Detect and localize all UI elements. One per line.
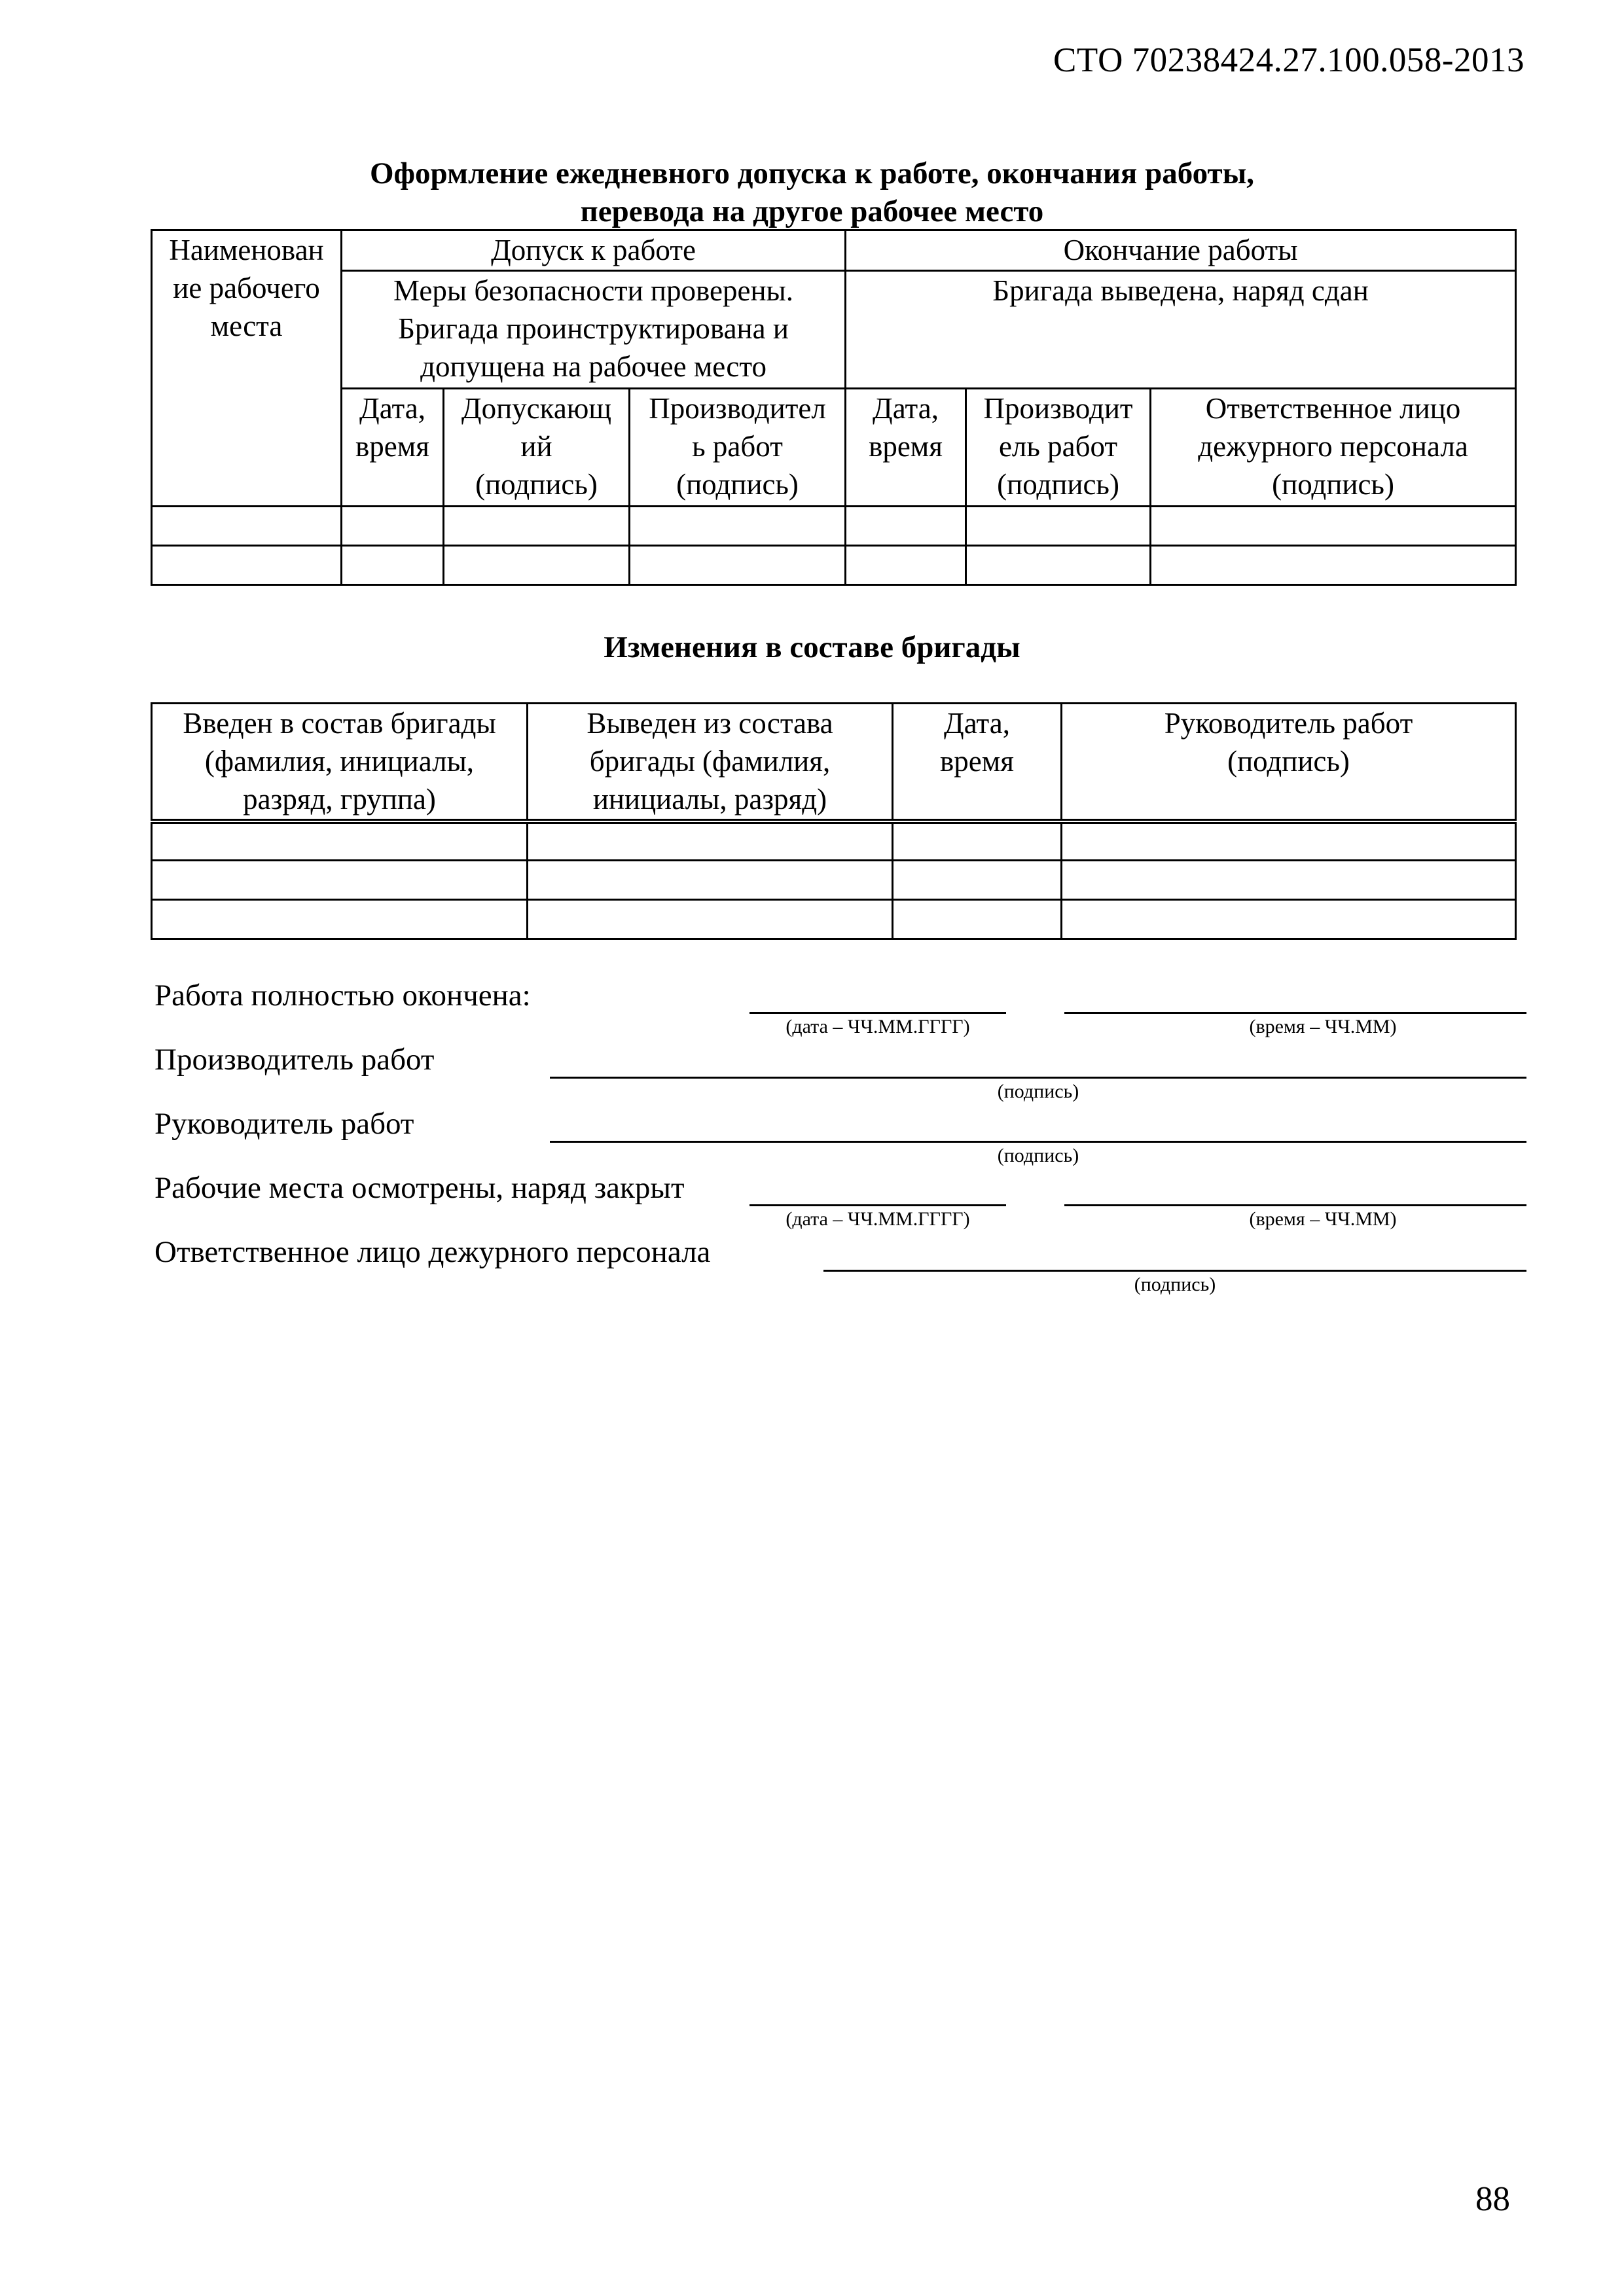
header-added-member: Введен в состав бригады (фамилия, инициалы, разряд, группа) bbox=[152, 704, 528, 821]
manager-signature-hint: (подпись) bbox=[997, 1145, 1079, 1166]
table-cell[interactable] bbox=[342, 507, 444, 546]
header-admitter: Допускающ ий (подпись) bbox=[444, 389, 630, 507]
foreman-label: Производитель работ bbox=[154, 1043, 435, 1077]
table-cell[interactable] bbox=[1062, 821, 1516, 861]
header-removed-member: Выведен из состава бригады (фамилия, инициалы, разряд) bbox=[528, 704, 893, 821]
header-end-group: Окончание работы bbox=[846, 230, 1516, 271]
table-cell[interactable] bbox=[152, 900, 528, 939]
end-note: Бригада выведена, наряд сдан bbox=[846, 271, 1516, 389]
finish-date-line[interactable] bbox=[749, 1012, 1006, 1014]
table-cell[interactable] bbox=[893, 821, 1062, 861]
header-admission-foreman: Производител ь работ (подпись) bbox=[630, 389, 846, 507]
header-workplace-name: Наименован ие рабочего места bbox=[152, 230, 342, 507]
table-cell[interactable] bbox=[966, 546, 1151, 585]
closed-date-hint: (дата – ЧЧ.ММ.ГГГГ) bbox=[785, 1208, 970, 1230]
closed-date-line[interactable] bbox=[749, 1204, 1006, 1206]
manager-signature-line[interactable] bbox=[550, 1141, 1526, 1143]
table-cell[interactable] bbox=[1151, 507, 1516, 546]
table-cell[interactable] bbox=[444, 507, 630, 546]
table-row bbox=[152, 546, 1516, 585]
finish-time-line[interactable] bbox=[1064, 1012, 1526, 1014]
header-work-manager: Руководитель работ (подпись) bbox=[1062, 704, 1516, 821]
admission-table bbox=[151, 229, 1517, 586]
header-change-date-time: Дата, время bbox=[893, 704, 1062, 821]
duty-person-signature-line[interactable] bbox=[823, 1270, 1526, 1272]
table-cell[interactable] bbox=[1062, 900, 1516, 939]
header-duty-person: Ответственное лицо дежурного персонала (подпись) bbox=[1151, 389, 1516, 507]
header-end-foreman: Производит ель работ (подпись) bbox=[966, 389, 1151, 507]
header-admission-date-time: Дата, время bbox=[342, 389, 444, 507]
table-cell[interactable] bbox=[444, 546, 630, 585]
duty-person-label: Ответственное лицо дежурного персонала bbox=[154, 1235, 711, 1269]
table-cell[interactable] bbox=[528, 821, 893, 861]
table-cell[interactable] bbox=[152, 821, 528, 861]
manager-label: Руководитель работ bbox=[154, 1107, 414, 1141]
table-cell[interactable] bbox=[528, 861, 893, 900]
document-code: СТО 70238424.27.100.058-2013 bbox=[1053, 41, 1525, 79]
brigade-changes-table bbox=[151, 702, 1517, 940]
table-cell[interactable] bbox=[1062, 861, 1516, 900]
table-cell[interactable] bbox=[893, 900, 1062, 939]
table-cell[interactable] bbox=[152, 861, 528, 900]
table-cell[interactable] bbox=[966, 507, 1151, 546]
finish-time-hint: (время – ЧЧ.ММ) bbox=[1249, 1016, 1397, 1037]
work-finished-label: Работа полностью окончена: bbox=[154, 978, 531, 1013]
table-cell[interactable] bbox=[846, 546, 966, 585]
closed-label: Рабочие места осмотрены, наряд закрыт bbox=[154, 1171, 685, 1205]
table-cell[interactable] bbox=[528, 900, 893, 939]
table-cell[interactable] bbox=[342, 546, 444, 585]
table-row bbox=[152, 507, 1516, 546]
admission-note: Меры безопасности проверены. Бригада проинструктирована и допущена на рабочее место bbox=[342, 271, 846, 389]
table-row bbox=[152, 900, 1516, 939]
table-cell[interactable] bbox=[152, 507, 342, 546]
table-cell[interactable] bbox=[630, 546, 846, 585]
header-end-date-time: Дата, время bbox=[846, 389, 966, 507]
section1-title-line1: Оформление ежедневного допуска к работе, окончания работы, bbox=[369, 156, 1255, 190]
foreman-signature-line[interactable] bbox=[550, 1077, 1526, 1079]
table-cell[interactable] bbox=[893, 861, 1062, 900]
closed-time-hint: (время – ЧЧ.ММ) bbox=[1249, 1208, 1397, 1230]
page-number: 88 bbox=[1475, 2180, 1510, 2218]
foreman-signature-hint: (подпись) bbox=[997, 1081, 1079, 1102]
section2-title: Изменения в составе бригады bbox=[604, 630, 1020, 664]
section1-title-line2: перевода на другое рабочее место bbox=[580, 194, 1044, 228]
header-admission-group: Допуск к работе bbox=[342, 230, 846, 271]
duty-person-signature-hint: (подпись) bbox=[1134, 1274, 1216, 1295]
closed-time-line[interactable] bbox=[1064, 1204, 1526, 1206]
table-cell[interactable] bbox=[152, 546, 342, 585]
table-row bbox=[152, 821, 1516, 861]
table-row bbox=[152, 861, 1516, 900]
table-cell[interactable] bbox=[846, 507, 966, 546]
finish-date-hint: (дата – ЧЧ.ММ.ГГГГ) bbox=[785, 1016, 970, 1037]
table-cell[interactable] bbox=[630, 507, 846, 546]
table-cell[interactable] bbox=[1151, 546, 1516, 585]
